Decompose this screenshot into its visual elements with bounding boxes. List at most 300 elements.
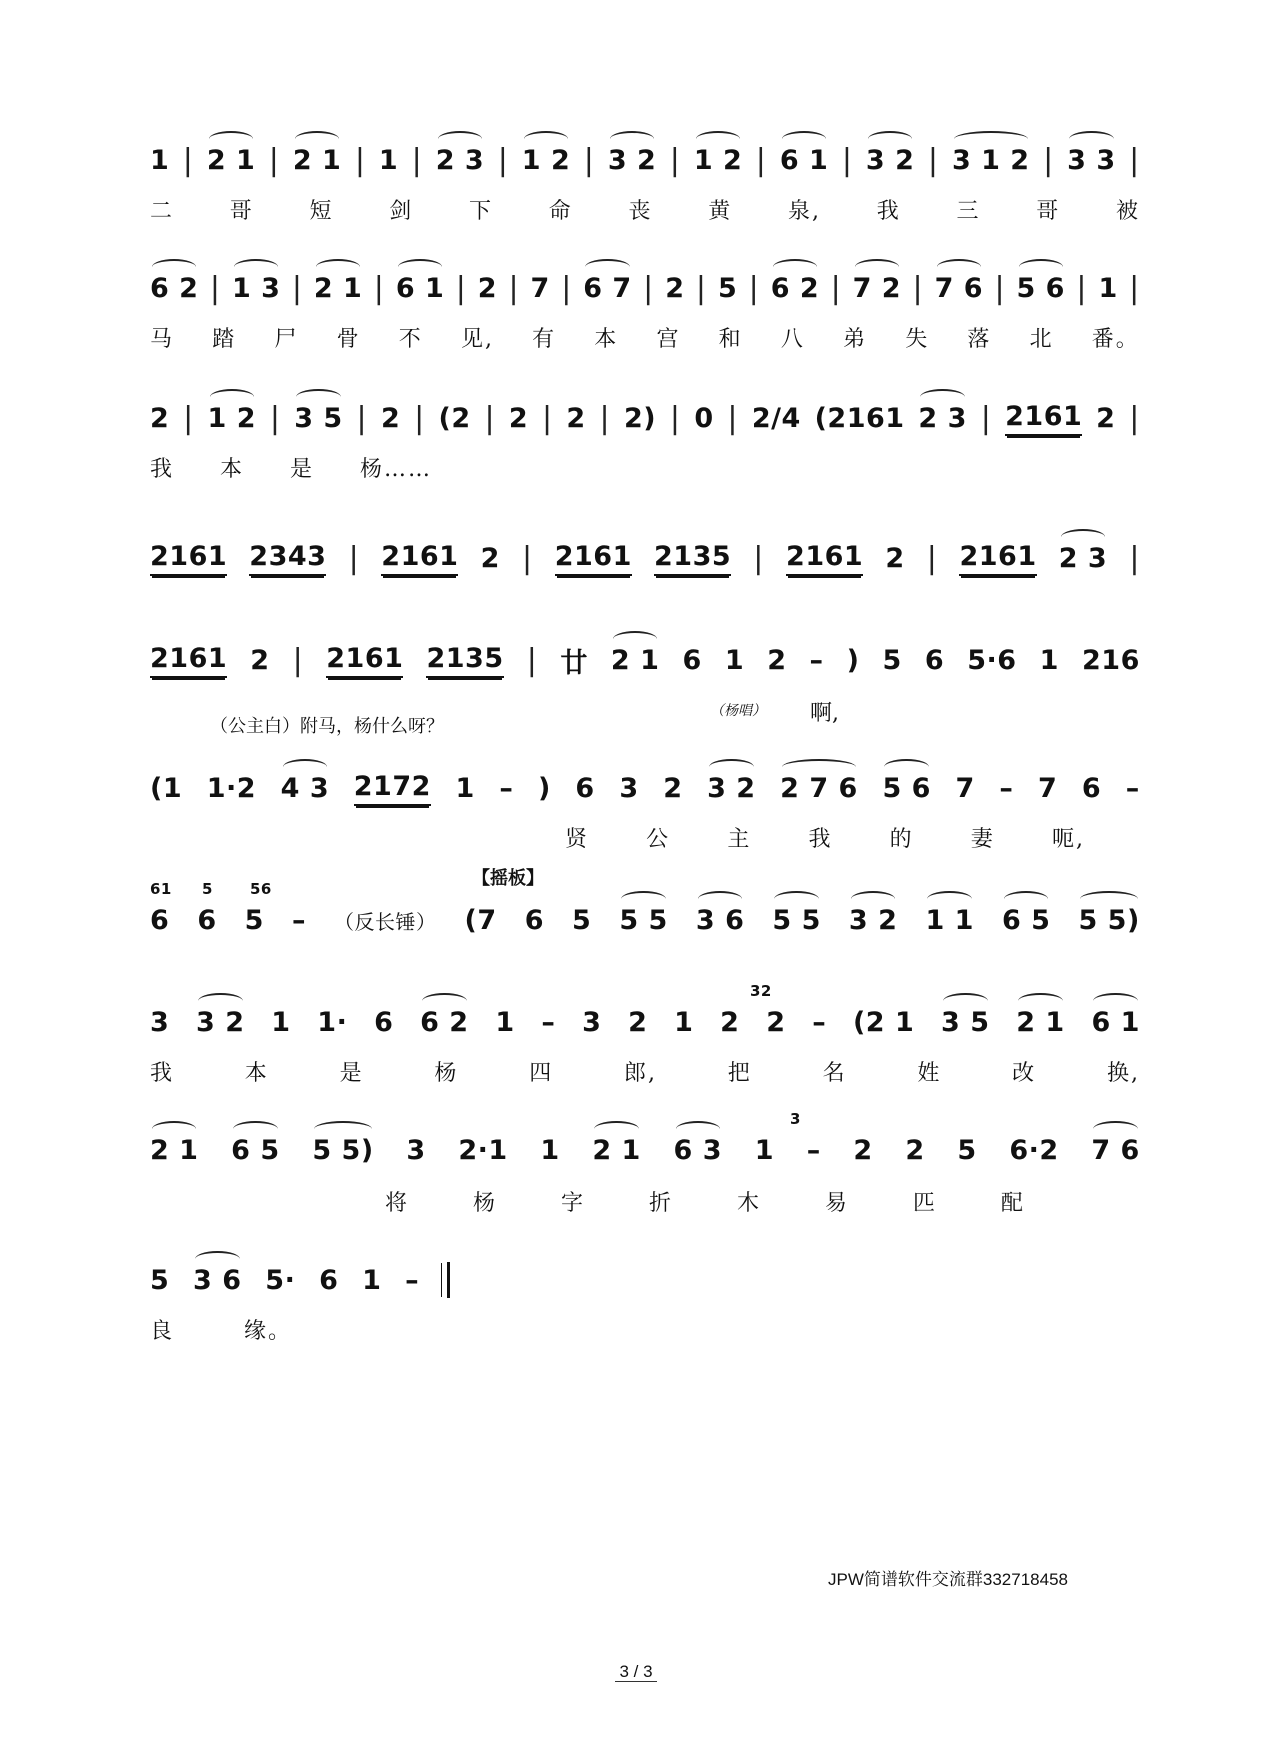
lyric-word: 弟 [843, 327, 868, 352]
note-group: 6 1 [780, 145, 828, 176]
lyric-word: 骨 [336, 327, 361, 352]
note-group: 廿 [560, 647, 588, 679]
note-group: 1 [495, 1006, 515, 1038]
lyric-word: 妻 [970, 827, 995, 852]
sing-word: 啊, [810, 701, 839, 726]
lyric-word: 的 [889, 827, 914, 852]
notation-row [150, 528, 1140, 588]
note-group: 3 2 [849, 905, 897, 936]
slur [283, 759, 327, 775]
lyric-word: 名 [822, 1061, 847, 1086]
note-group: 1 [1098, 272, 1118, 304]
barline: | [841, 142, 853, 178]
note-group: (7 [464, 904, 497, 936]
note-group: 2 [250, 644, 270, 676]
note-group: 2161 [326, 643, 403, 678]
lyric-word: 是 [339, 1061, 364, 1086]
note-group: (2 [438, 402, 471, 434]
note-group: 2 [480, 542, 500, 574]
lyric-word: 二 [150, 199, 175, 224]
note-group: 5 6 [1017, 273, 1065, 304]
note-group: 5 6 [882, 773, 930, 804]
note-group: 1 [362, 1264, 382, 1296]
note-group: 7 6 [935, 273, 983, 304]
note-group: 7 [530, 272, 550, 304]
lyric-word: 姓 [917, 1061, 942, 1086]
slur [422, 993, 466, 1009]
lyric-word: 杨…… [360, 457, 433, 482]
note-group: – [405, 1264, 420, 1296]
note-group: 6·2 [1009, 1134, 1059, 1166]
barline: | [455, 270, 467, 306]
note-group: 3 5 [941, 1007, 989, 1038]
slur [937, 259, 981, 275]
barline: | [669, 142, 681, 178]
slur [1080, 891, 1137, 907]
slur [851, 891, 895, 907]
grace-note: 5 [202, 880, 213, 898]
lyric-word: 有 [532, 327, 557, 352]
lyric-word: 杨 [472, 1191, 497, 1216]
note-group: 1 [674, 1006, 694, 1038]
lyric-word: 本 [244, 1061, 269, 1086]
lyric-word: 缘。 [244, 1319, 293, 1344]
note-group: 2 [853, 1134, 873, 1166]
slur [316, 259, 360, 275]
lyrics-row [150, 194, 1140, 225]
lyric-word: 泉, [788, 199, 821, 224]
slur [1019, 259, 1063, 275]
barline: | [373, 270, 385, 306]
slur [398, 259, 442, 275]
lyric-word: 我 [150, 457, 175, 482]
barline: | [411, 142, 423, 178]
note-group: 1 2 [522, 145, 570, 176]
note-group: 1 1 [925, 905, 973, 936]
note-group: 2161 [959, 541, 1036, 576]
note-group: 1 [540, 1134, 560, 1166]
slur [613, 631, 657, 647]
note-group: – [806, 1134, 821, 1166]
barline: | [1043, 142, 1054, 178]
note-group: 1 [271, 1006, 291, 1038]
lyric-word: 不 [398, 327, 423, 352]
note-group: 3 2 [707, 773, 755, 804]
notation-row [150, 258, 1140, 318]
note-group: 1 [1039, 644, 1059, 676]
footer-credit: JPW简谱软件交流群332718458 [828, 1570, 1068, 1589]
note-group: 2 [380, 402, 401, 434]
note-group: 1 3 [232, 273, 280, 304]
slur [234, 259, 278, 275]
barline: | [753, 540, 764, 576]
barline: | [291, 270, 303, 306]
barline: | [1076, 270, 1088, 306]
slur [438, 131, 482, 147]
lyric-word: 配 [1000, 1191, 1025, 1216]
barline: | [695, 270, 707, 306]
lyric-word: 本 [220, 457, 245, 482]
lyric-word: 见, [460, 327, 494, 352]
note-group: 4 3 [281, 773, 329, 804]
barline: | [356, 400, 368, 436]
note-group: 2161 [555, 541, 632, 576]
lyrics-row [150, 1314, 350, 1345]
note-group: 6 [319, 1264, 339, 1296]
slur [594, 1121, 638, 1137]
note-group: – [1125, 772, 1140, 804]
note-group: 5 [244, 904, 264, 936]
note-group: 7 2 [853, 273, 901, 304]
barline: | [980, 400, 992, 436]
lyrics-row [150, 1056, 1140, 1087]
note-group: 2 3 [436, 145, 484, 176]
barline: | [292, 642, 304, 678]
note-group: 6 [150, 904, 170, 936]
slur [943, 993, 987, 1009]
barline: | [830, 270, 842, 306]
barline: | [599, 400, 611, 436]
lyric-word: 我 [876, 199, 901, 224]
note-group: 6 [197, 904, 217, 936]
lyric-word: 落 [967, 327, 992, 352]
slur [198, 993, 242, 1009]
lyric-word: 被 [1115, 199, 1140, 224]
note-group: 3 6 [696, 905, 744, 936]
slur [296, 389, 340, 405]
note-group: 1·2 [206, 772, 257, 804]
note-group: 1 [455, 772, 475, 804]
note-group: 3 [150, 1006, 170, 1038]
barline: | [643, 270, 654, 306]
lyrics-row [150, 452, 1140, 483]
slur [610, 131, 654, 147]
barline: | [1129, 540, 1140, 576]
slur [210, 389, 254, 405]
lyric-word: 马 [150, 327, 175, 352]
barline: | [748, 270, 760, 306]
lyric-word: 丧 [628, 199, 653, 224]
barline: | [669, 400, 681, 436]
note-group: 1 [754, 1134, 774, 1166]
note-group: 3 6 [193, 1265, 241, 1296]
note-group: – [999, 772, 1014, 804]
lyric-word: 番。 [1091, 327, 1140, 352]
notation-row [150, 880, 1140, 950]
barline: | [354, 142, 366, 178]
page-number [0, 1662, 1272, 1682]
notation-row [150, 630, 1140, 690]
slur [1018, 993, 1062, 1009]
note-group: 7 [1038, 772, 1058, 804]
note-group: 6 3 [674, 1135, 722, 1166]
lyric-word: 黄 [708, 199, 733, 224]
note-group: 2 1 [293, 145, 341, 176]
note-group: 5 [717, 272, 738, 304]
lyric-word: 尸 [274, 327, 299, 352]
note-group: 2 3 [1059, 543, 1107, 574]
slur [774, 891, 818, 907]
barline: | [508, 270, 520, 306]
barline: | [755, 142, 767, 178]
lyric-word: 三 [956, 199, 981, 224]
barline: | [1129, 400, 1140, 436]
grace-note: 32 [750, 982, 772, 1000]
notation-row [150, 758, 1140, 818]
note-group: 1 [378, 144, 399, 176]
barline: | [414, 400, 425, 436]
lyric-word: 短 [309, 199, 334, 224]
note-group: ) [537, 772, 551, 804]
note-group: 2 [628, 1006, 648, 1038]
grace-note: 56 [250, 880, 272, 898]
slur [855, 259, 899, 275]
barline: | [269, 400, 281, 436]
slur [524, 131, 568, 147]
note-group: 6 1 [396, 273, 444, 304]
note-group: 5·6 [967, 644, 1017, 676]
lyric-word: 把 [727, 1061, 752, 1086]
note-group: 2 [663, 772, 683, 804]
barline: | [561, 270, 572, 306]
lyric-word: 四 [529, 1061, 554, 1086]
note-group: 5 [150, 1264, 170, 1296]
note-group: 2 [720, 1006, 740, 1038]
note-group: 6 [682, 644, 702, 676]
slur [1061, 529, 1105, 545]
note-group: 2135 [654, 541, 731, 576]
slur [1093, 1121, 1137, 1137]
lyric-word: 是 [290, 457, 315, 482]
note-group: （反长锤） [334, 909, 437, 934]
lyric-word: 宫 [656, 327, 681, 352]
notation-row [150, 388, 1140, 448]
barline: | [268, 142, 280, 178]
lyric-word: 八 [780, 327, 805, 352]
notation-row [150, 1250, 450, 1310]
note-group: 3 1 2 [952, 145, 1030, 176]
note-group: 2135 [426, 643, 503, 678]
final-barline [447, 1262, 450, 1298]
note-group: 3 2 [196, 1007, 244, 1038]
slur [709, 759, 753, 775]
note-group: 6 [575, 772, 595, 804]
barline: | [182, 142, 194, 178]
slur [927, 891, 971, 907]
note-group: 2 [767, 644, 787, 676]
note-group: 2 [905, 1134, 925, 1166]
lyric-word: 将 [385, 1191, 410, 1216]
lyric-word: 匹 [912, 1191, 937, 1216]
lyric-word: 杨 [434, 1061, 459, 1086]
slur [920, 389, 964, 405]
barline: | [994, 270, 1006, 306]
note-group: 2 [766, 1006, 786, 1038]
page-number-text: 3 / 3 [615, 1662, 656, 1682]
note-group: 2/4 [751, 402, 801, 434]
note-group: 3 [619, 772, 639, 804]
note-group: 6 2 [771, 273, 819, 304]
lyric-word: 郎, [623, 1061, 657, 1086]
barline: | [927, 142, 939, 178]
note-group: 5 5 [772, 905, 820, 936]
slur [195, 1251, 239, 1267]
lyric-word: 易 [824, 1191, 849, 1216]
note-group: 2 [150, 402, 170, 434]
note-group: – [499, 772, 514, 804]
barline: | [209, 270, 221, 306]
slur [696, 131, 740, 147]
note-group: 6 [1081, 772, 1102, 804]
slur [868, 131, 912, 147]
note-group: 2 1 [1016, 1007, 1064, 1038]
lyric-word: 改 [1012, 1061, 1037, 1086]
note-group: 5 5 [619, 905, 667, 936]
lyric-word: 失 [905, 327, 930, 352]
slur [954, 131, 1028, 147]
lyric-word: 踏 [212, 327, 237, 352]
lyric-word: 贤 [565, 827, 590, 852]
note-group: – [812, 1006, 827, 1038]
barline: | [526, 642, 538, 678]
speech-line: （公主白）附马，杨什么呀？ [210, 716, 444, 736]
slur [233, 1121, 277, 1137]
note-group: – [541, 1006, 556, 1038]
slur [314, 1121, 371, 1137]
lyric-word: 主 [727, 827, 752, 852]
note-group: 2 [1096, 402, 1116, 434]
note-group: 2 [477, 272, 498, 304]
note-group: (2 1 [852, 1006, 915, 1038]
slur [152, 259, 196, 275]
note-group: 5 5) [1078, 905, 1139, 936]
barline: | [912, 270, 924, 306]
note-group: 2 [885, 542, 905, 574]
note-group: 2 1 [314, 273, 362, 304]
note-group: 1· [317, 1006, 348, 1038]
slur [698, 891, 742, 907]
barline: | [183, 400, 194, 436]
note-group: 6 [374, 1006, 394, 1038]
note-group: 7 6 [1091, 1135, 1139, 1166]
note-group: 3 2 [866, 145, 914, 176]
notation-row [150, 1110, 1140, 1180]
note-group: 2 [566, 402, 586, 434]
slur [782, 759, 856, 775]
note-group: 6 [524, 904, 545, 936]
barline: | [926, 540, 938, 576]
lyric-word: 和 [718, 327, 743, 352]
note-group: 2 1 [207, 145, 255, 176]
lyric-word: 本 [594, 327, 619, 352]
note-group: 1 2 [694, 145, 742, 176]
note-group: 5 [957, 1134, 977, 1166]
lyric-word: 木 [736, 1191, 761, 1216]
lyric-word: 命 [548, 199, 573, 224]
note-group: 2343 [249, 541, 326, 576]
note-group: – [291, 904, 306, 936]
barline: | [348, 540, 360, 576]
note-group: – [809, 644, 824, 676]
note-group: 6 2 [150, 273, 198, 304]
note-group: (2161 [814, 402, 905, 434]
note-group: 2172 [354, 771, 431, 806]
lyric-word: 公 [646, 827, 671, 852]
note-group: 2161 [150, 643, 227, 678]
lyric-word: 换, [1106, 1061, 1140, 1086]
note-group: 6 [924, 644, 945, 676]
barline: | [1129, 142, 1140, 178]
note-group: (1 [150, 772, 183, 804]
note-group: ) [846, 644, 860, 676]
lyric-word: 字 [560, 1191, 585, 1216]
barline: | [522, 540, 533, 576]
note-group: 3 [406, 1134, 426, 1166]
grace-note: 3 [790, 1110, 801, 1128]
lyric-word: 哥 [1036, 199, 1061, 224]
lyrics-row [565, 822, 1085, 853]
barline: | [497, 142, 509, 178]
note-group: 2161 [786, 541, 863, 576]
note-group: 2 1 [611, 645, 659, 676]
slur [585, 259, 629, 275]
note-group: 1 [724, 644, 745, 676]
barline: | [484, 400, 496, 436]
note-group: 3 2 [608, 145, 656, 176]
note-group: 5 5) [312, 1135, 373, 1166]
note-group: 5 [572, 904, 592, 936]
slur [209, 131, 253, 147]
slur [295, 131, 339, 147]
barline: | [1129, 270, 1140, 306]
note-group: 2·1 [458, 1134, 508, 1166]
note-group: 6 2 [420, 1007, 468, 1038]
note-group: 5· [265, 1264, 296, 1296]
notation-row [150, 982, 1140, 1052]
lyrics-row [385, 1186, 1025, 1217]
note-group: 2 3 [918, 403, 966, 434]
note-group: 6 5 [231, 1135, 279, 1166]
slur [152, 1121, 196, 1137]
lyric-word: 哥 [229, 199, 254, 224]
note-group: 2 [508, 402, 529, 434]
note-group: 2 1 [592, 1135, 640, 1166]
slur [676, 1121, 720, 1137]
note-group: 3 3 [1067, 145, 1115, 176]
barline: | [541, 400, 553, 436]
lyric-word: 良 [150, 1319, 175, 1344]
note-group: 3 [582, 1006, 602, 1038]
note-group: 2 7 6 [780, 773, 858, 804]
note-group: 1 [150, 144, 170, 176]
barline: | [583, 142, 595, 178]
lyric-word: 呃, [1051, 827, 1085, 852]
note-group: 0 [694, 402, 714, 434]
note-group: 2161 [381, 541, 458, 576]
slur [1069, 131, 1113, 147]
note-group: 2 1 [150, 1135, 198, 1166]
note-group: 5 [882, 644, 902, 676]
lyric-word: 我 [150, 1061, 175, 1086]
lyric-word: 我 [808, 827, 833, 852]
sing-marker: （杨唱） [710, 702, 766, 718]
note-group: 2) [623, 402, 657, 434]
note-group: 7 [955, 772, 975, 804]
slur [884, 759, 928, 775]
note-group: 216 [1082, 644, 1140, 676]
lyric-word: 北 [1029, 327, 1054, 352]
grace-note: 61 [150, 880, 172, 898]
